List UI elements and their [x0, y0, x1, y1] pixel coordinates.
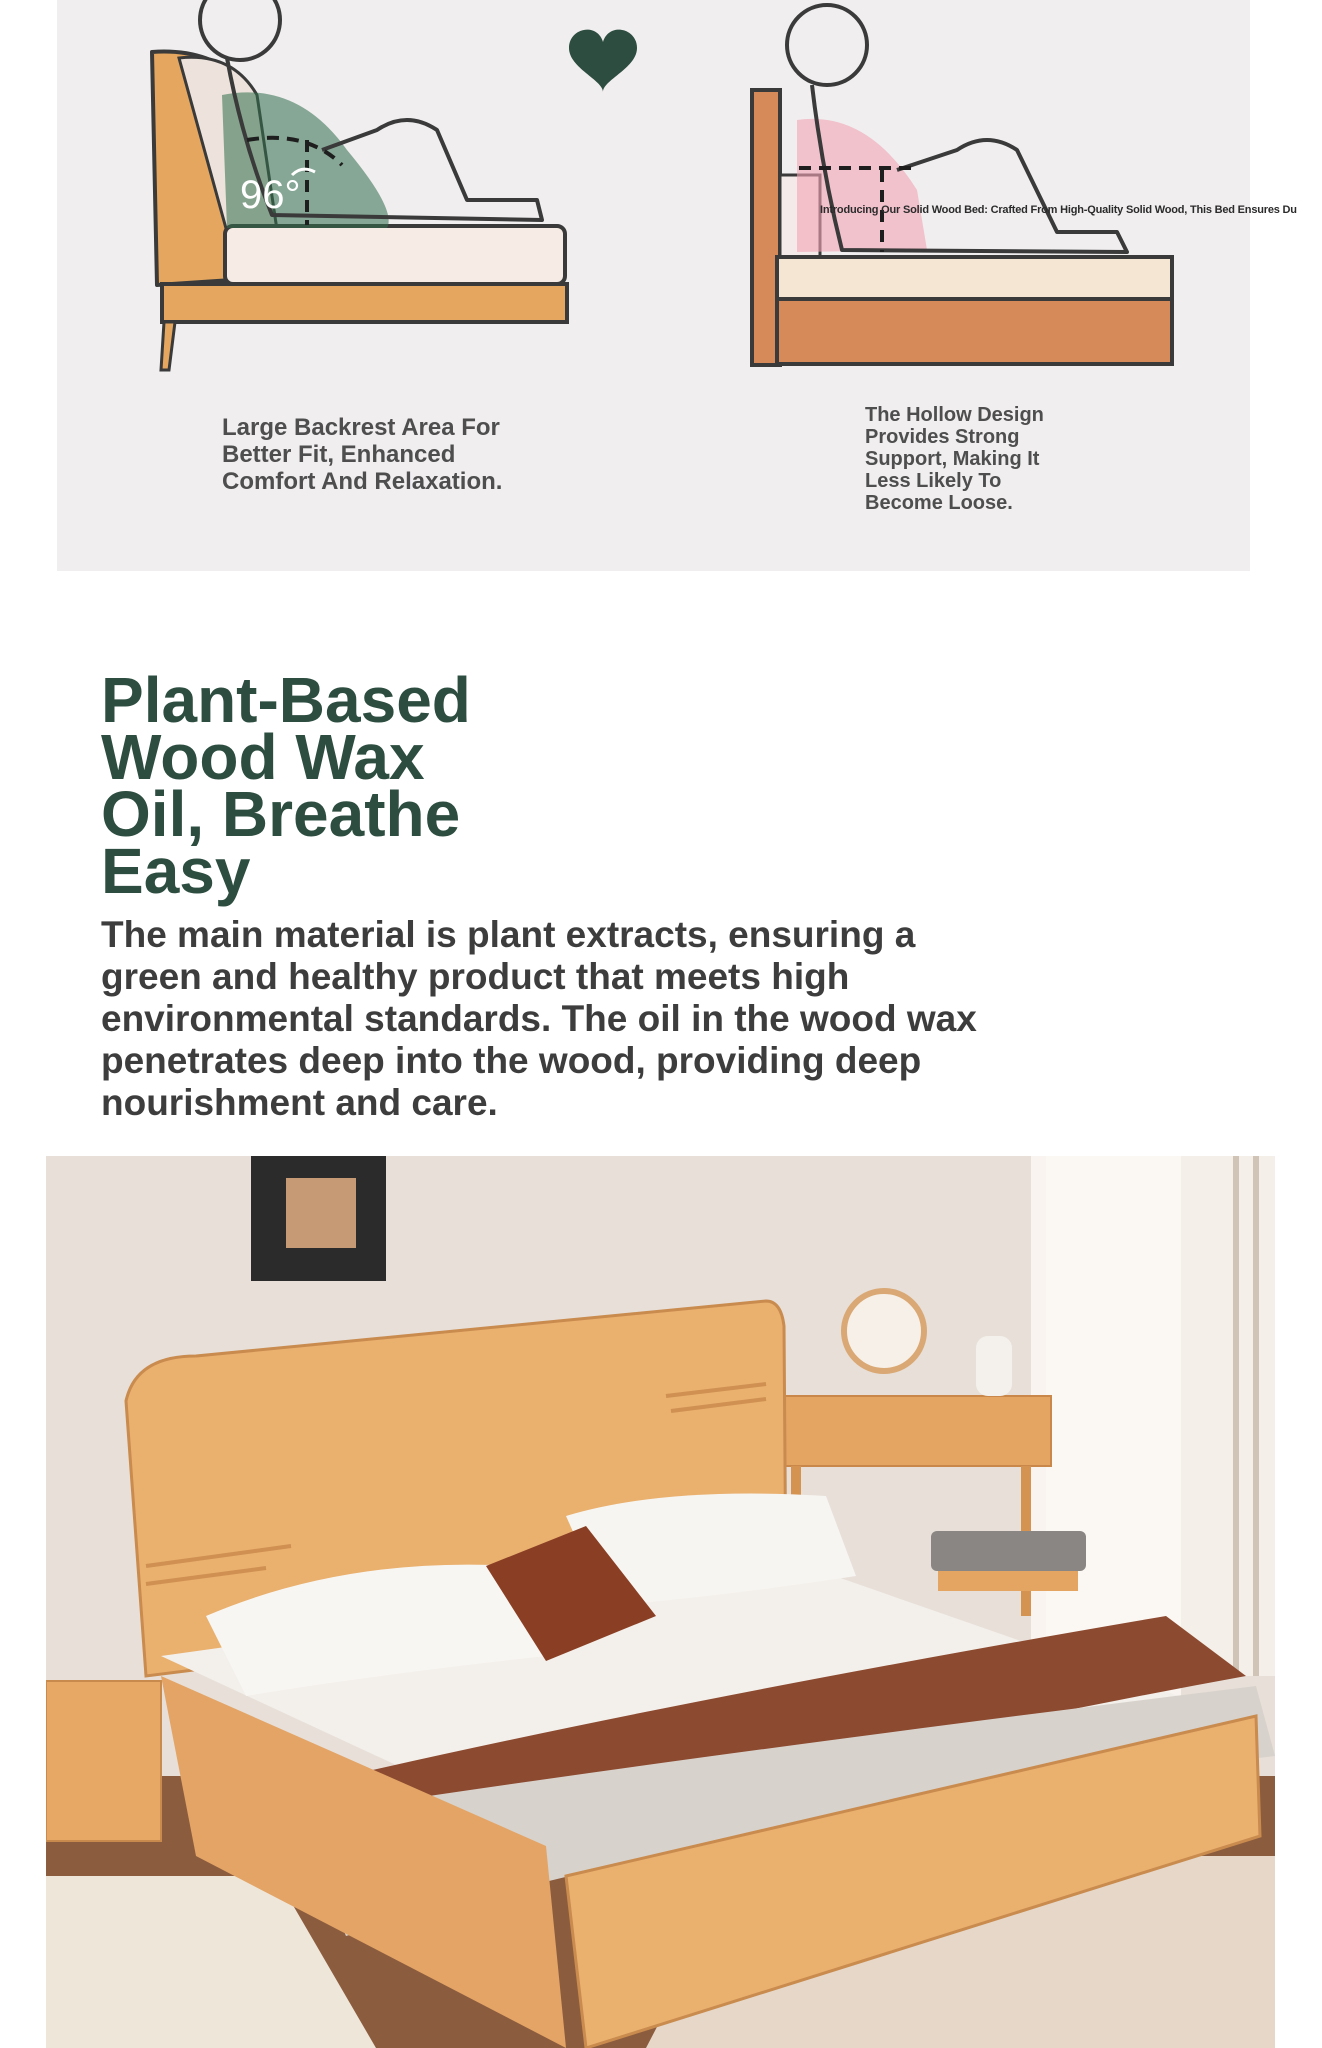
overlay-note-text: Introducing Our Solid Wood Bed: Crafted From High-Quality Solid Wood, This Bed Ensures Du: [820, 204, 1297, 216]
backrest-caption: Large Backrest Area For Better Fit, Enhanced Comfort And Relaxation.: [222, 414, 503, 495]
left-bed-illustration: [152, 0, 567, 370]
angle-label: 96°: [240, 173, 301, 217]
bedroom-product-photo: [46, 1156, 1275, 2048]
right-bed-illustration: [752, 5, 1172, 365]
heart-icon: [569, 30, 637, 92]
hollow-design-caption: The Hollow Design Provides Strong Support, Making It Less Likely To Become Loose.: [865, 404, 1044, 514]
section-body-text: The main material is plant extracts, ensuring a green and healthy product that meets high environmental standards. The oil in the wood wax penetrates deep into the wood, providing deep nourishment and care.: [101, 914, 977, 1123]
section-heading: Plant-Based Wood Wax Oil, Breathe Easy: [101, 664, 471, 907]
ergonomics-diagram-panel: [57, 0, 1250, 571]
